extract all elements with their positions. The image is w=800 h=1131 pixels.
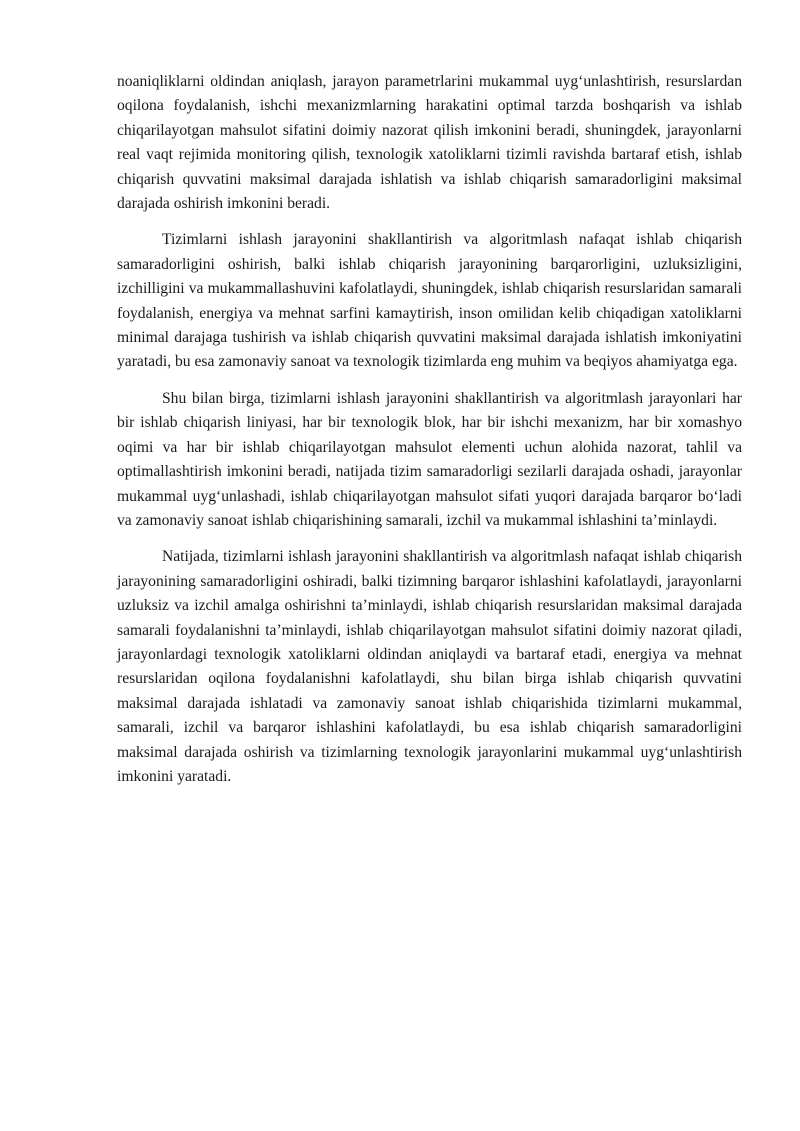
paragraph-tizimlarni: Tizimlarni ishlash jarayonini shakllantirish va algoritmlash nafaqat ishlab chiqarish samaradorligini oshirish, balki ishlab chiqarish jarayonining barqarorligini, uzluksizligini, izchilligini va mukammallashuvini kafolatlaydi, shuningdek, ishlab chiqarish resurslaridan samarali foydalanish, energiya va mehnat sarfini kamaytirish, inson omilidan kelib chiqadigan xatoliklarni minimal darajaga tushirish va ishlab chiqarish quvvatini maksimal darajada ishlatish imkoniyatini yaratadi, bu esa zamonaviy sanoat va texnologik tizimlarda eng muhim va beqiyos ahamiyatga ega. xyxy=(117,231,742,371)
paragraph-natijada: Natijada, tizimlarni ishlash jarayonini shakllantirish va algoritmlash nafaqat ishlab chiqarish jarayonining samaradorligini oshiradi, balki tizimning barqaror ishlashini kafolatlaydi, jarayonlarni uzluksiz va izchil amalga oshirishni ta’minlaydi, ishlab chiqarish resurslaridan maksimal darajada samarali foydalanishni ta’minlaydi, ishlab chiqarilayotgan mahsulot sifatini doimiy nazorat qiladi, jarayonlardagi texnologik xatoliklarni oldindan aniqlaydi va bartaraf etadi, energiya va mehnat resurslaridan oqilona foydalanishni kafolatlaydi, shu bilan birga ishlab chiqarish quvvatini maksimal darajada ishlatadi va zamonaviy sanoat ishlab chiqarishida tizimlarni mukammal, samarali, izchil va barqaror ishlashini kafolatlaydi, bu esa ishlab chiqarish samaradorligini maksimal darajada oshirish va tizimlarning texnologik jarayonlarini mukammal uyg‘unlashtirish imkonini yaratadi. xyxy=(117,548,742,785)
document-page xyxy=(117,70,742,801)
paragraph-shu-bilan-birga: Shu bilan birga, tizimlarni ishlash jarayonini shakllantirish va algoritmlash jarayonlari har bir ishlab chiqarish liniyasi, har bir texnologik blok, har bir ishchi mexanizm, har bir xomashyo oqimi va har bir ishlab chiqarilayotgan mahsulot elementi uchun alohida nazorat, tahlil va optimallashtirish imkonini beradi, natijada tizim samaradorligi sezilarli darajada oshadi, jarayonlar mukammal uyg‘unlashadi, ishlab chiqarilayotgan mahsulot sifati yuqori darajada barqaror bo‘ladi va zamonaviy sanoat ishlab chiqarishining samarali, izchil va mukammal ishlashini ta’minlaydi. xyxy=(117,389,742,529)
paragraph-continuation: noaniqliklarni oldindan aniqlash, jarayon parametrlarini mukammal uyg‘unlashtirish, resurslardan oqilona foydalanish, ishchi mexanizmlarning harakatini optimal tarzda boshqarish va ishlab chiqarilayotgan mahsulot sifatini doimiy nazorat qilish imkonini beradi, shuningdek, jarayonlarni real vaqt rejimida monitoring qilish, texnologik xatoliklarni tizimli ravishda bartaraf etish, ishlab chiqarish quvvatini maksimal darajada ishlatish va ishlab chiqarish samaradorligini maksimal darajada oshirish imkonini beradi. xyxy=(117,73,742,213)
